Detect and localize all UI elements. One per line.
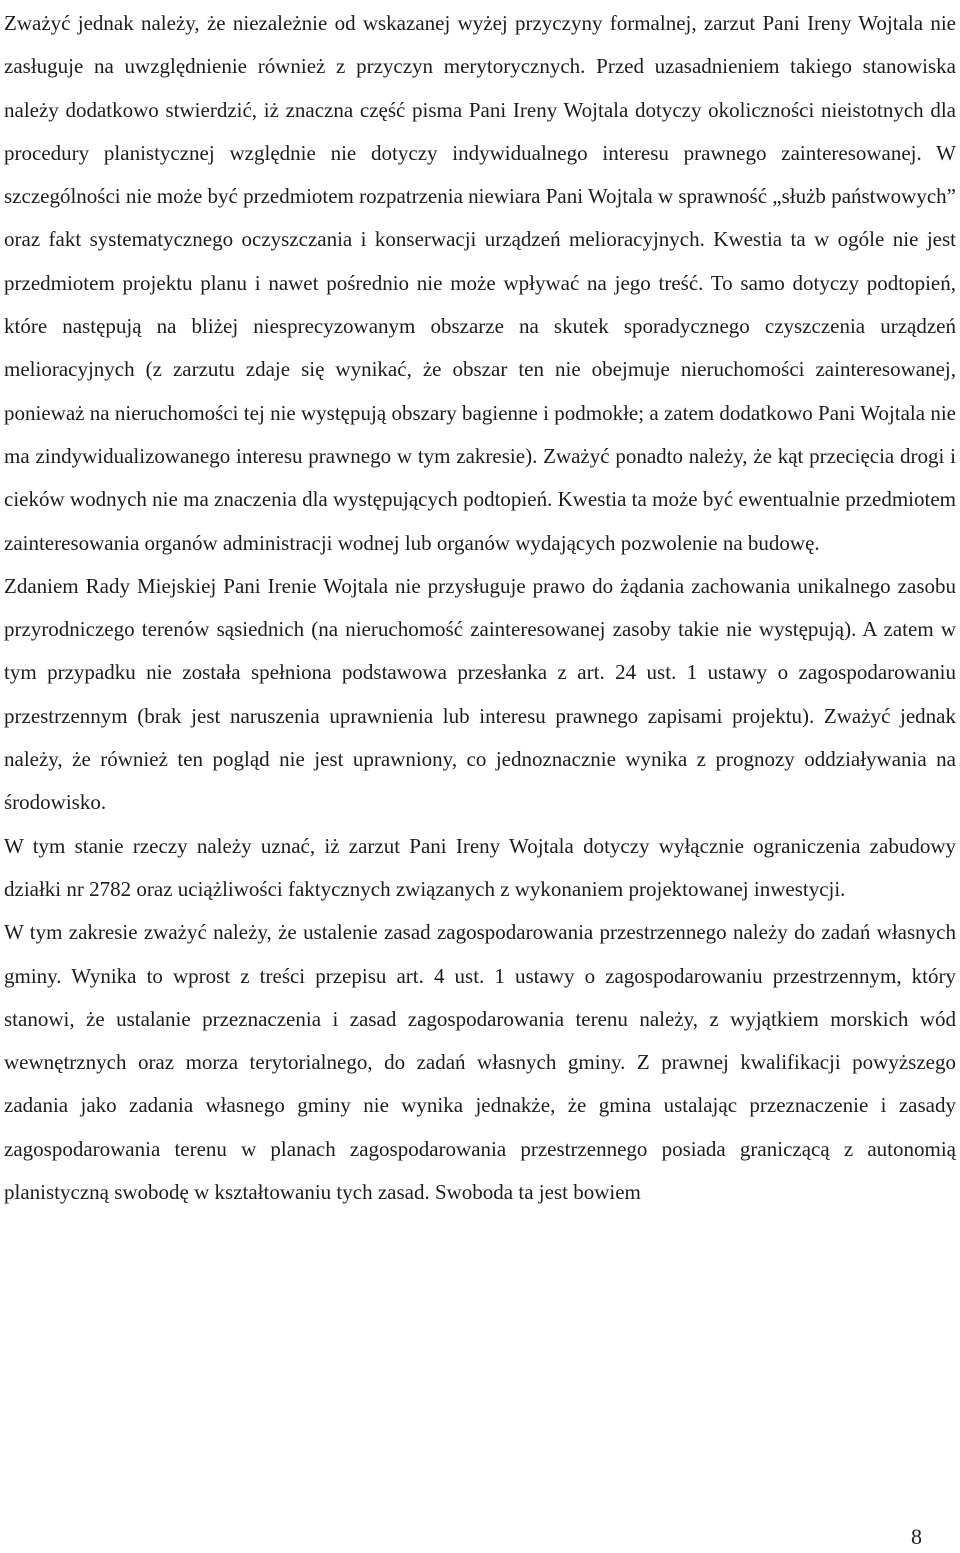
paragraph-1: Zważyć jednak należy, że niezależnie od wskazanej wyżej przyczyny formalnej, zarzut Pani Ireny Wojtala nie zasługuje na uwzględnienie również z przyczyn merytorycznych. Przed uzasadnieniem takiego stanowiska należy dodatkowo stwierdzić, iż znaczna część pisma Pani Ireny Wojtala dotyczy okoliczności nieistotnych dla procedury planistycznej względnie nie dotyczy indywidualnego interesu prawnego zainteresowanej. W szczególności nie może być przedmiotem rozpatrzenia niewiara Pani Wojtala w sprawność „służb państwowych” oraz fakt systematycznego oczyszczania i konserwacji urządzeń melioracyjnych. Kwestia ta w ogóle nie jest przedmiotem projektu planu i nawet pośrednio nie może wpływać na jego treść. To samo dotyczy podtopień, które następują na bliżej niesprecyzowanym obszarze na skutek sporadycznego czyszczenia urządzeń melioracyjnych (z zarzutu zdaje się wynikać, że obszar ten nie obejmuje nieruchomości zainteresowanej, ponieważ na nieruchomości tej nie występują obszary bagienne i podmokłe; a zatem dodatkowo Pani Wojtala nie ma zindywidualizowanego interesu prawnego w tym zakresie). Zważyć ponadto należy, że kąt przecięcia drogi i cieków wodnych nie ma znaczenia dla występujących podtopień. Kwestia ta może być ewentualnie przedmiotem zainteresowania organów administracji wodnej lub organów wydających pozwolenie na budowę. — [4, 11, 956, 555]
paragraph-2: Zdaniem Rady Miejskiej Pani Irenie Wojtala nie przysługuje prawo do żądania zachowania unikalnego zasobu przyrodniczego terenów sąsiednich (na nieruchomość zainteresowanej zasoby takie nie występują). A zatem w tym przypadku nie została spełniona podstawowa przesłanka z art. 24 ust. 1 ustawy o zagospodarowaniu przestrzennym (brak jest naruszenia uprawnienia lub interesu prawnego zapisami projektu). Zważyć jednak należy, że również ten pogląd nie jest uprawniony, co jednoznacznie wynika z prognozy oddziaływania na środowisko. — [4, 573, 956, 815]
paragraph-3: W tym stanie rzeczy należy uznać, iż zarzut Pani Ireny Wojtala dotyczy wyłącznie ograniczenia zabudowy działki nr 2782 oraz uciążliwości faktycznych związanych z wykonaniem projektowanej inwestycji. — [4, 833, 956, 901]
paragraph-4: W tym zakresie zważyć należy, że ustalenie zasad zagospodarowania przestrzennego należy do zadań własnych gminy. Wynika to wprost z treści przepisu art. 4 ust. 1 ustawy o zagospodarowaniu przestrzennym, który stanowi, że ustalanie przeznaczenia i zasad zagospodarowania terenu należy, z wyjątkiem morskich wód wewnętrznych oraz morza terytorialnego, do zadań własnych gminy. Z prawnej kwalifikacji powyższego zadania jako zadania własnego gminy nie wynika jednakże, że gmina ustalając przeznaczenie i zasady zagospodarowania terenu w planach zagospodarowania przestrzennego posiada graniczącą z autonomią planistyczną swobodę w kształtowaniu tych zasad. Swoboda ta jest bowiem — [4, 920, 956, 1205]
document-body — [4, 2, 956, 1214]
page-number: 8 — [911, 1524, 922, 1549]
